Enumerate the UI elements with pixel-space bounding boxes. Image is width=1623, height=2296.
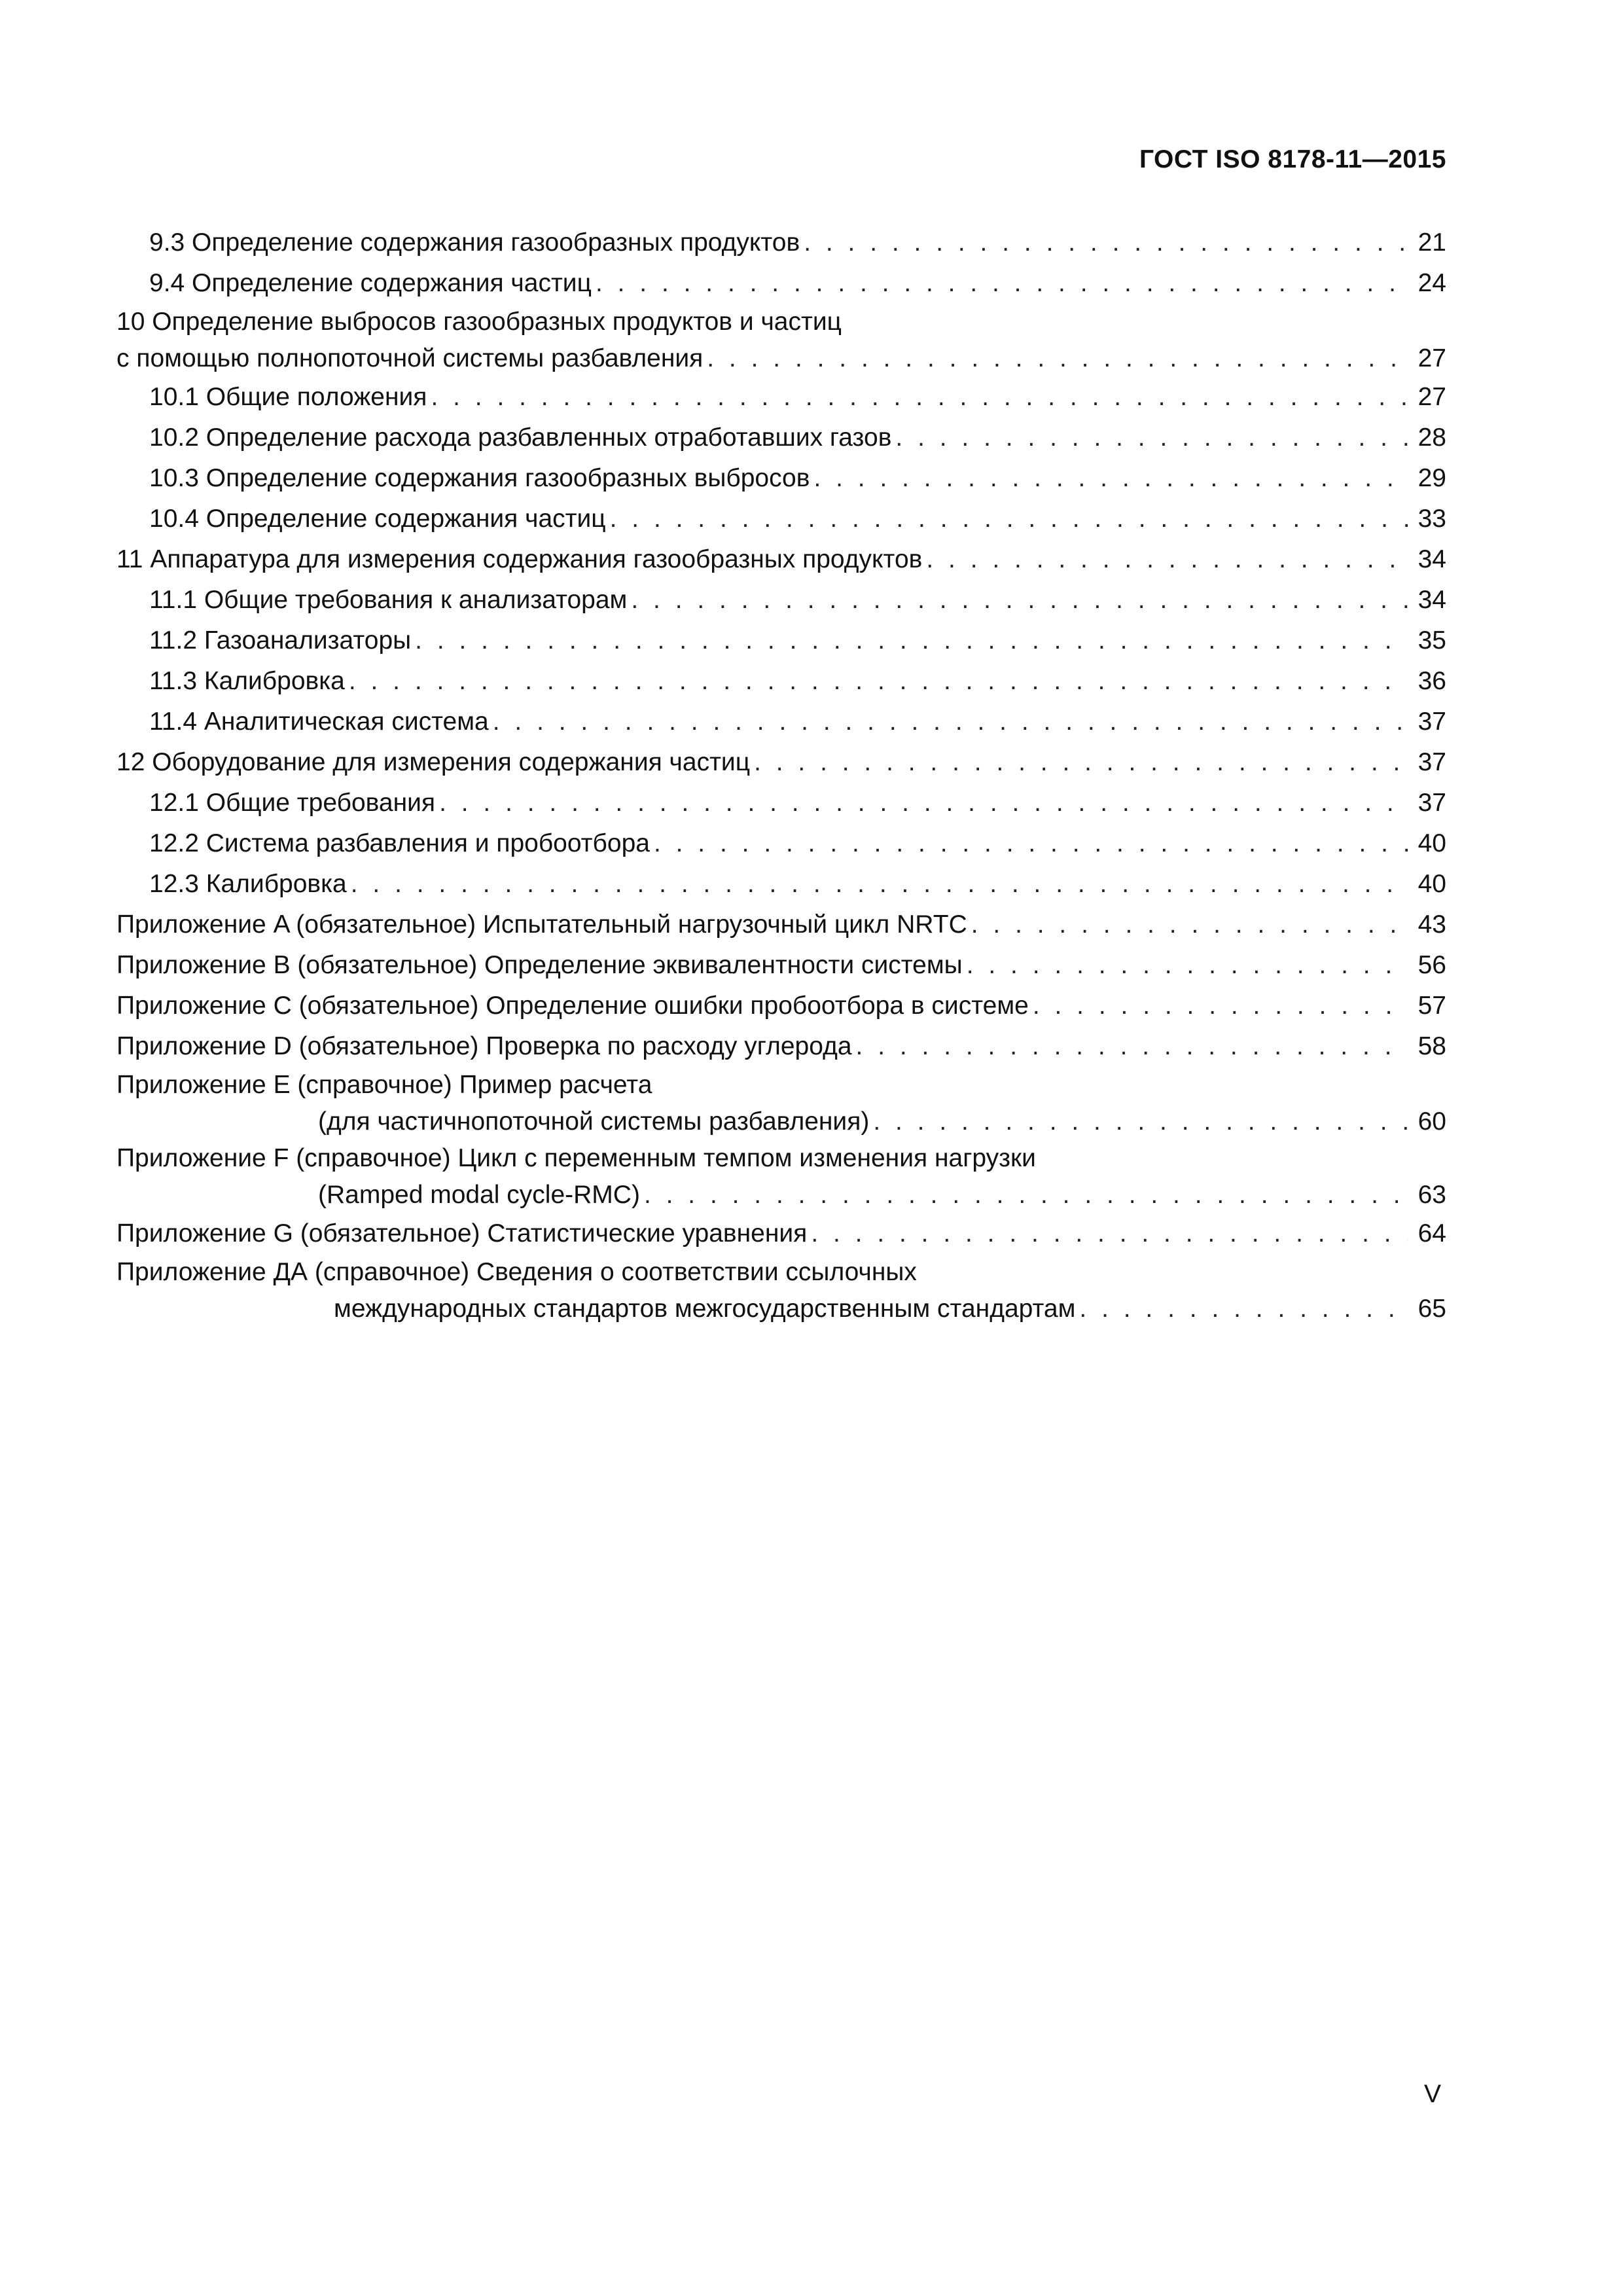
toc-entry-page: 27 (1418, 383, 1446, 411)
toc-entry-title: 11.1 Общие требования к анализаторам (149, 586, 628, 614)
toc-entry-page: 27 (1418, 344, 1446, 372)
toc-entry[interactable] (116, 377, 1446, 418)
dot-leader (813, 458, 1408, 499)
document-header-id: ГОСТ ISO 8178-11—2015 (1139, 145, 1446, 173)
toc-entry[interactable] (116, 1254, 1446, 1327)
toc-entry[interactable] (116, 823, 1446, 864)
toc-entry-title: 10.2 Определение расхода разбавленных отработавших газов (149, 423, 892, 452)
toc-entry[interactable] (116, 304, 1446, 377)
toc-entry[interactable] (116, 223, 1446, 263)
dot-leader (895, 418, 1408, 458)
toc-entry-page: 33 (1418, 505, 1446, 533)
dot-leader (415, 620, 1408, 661)
toc-entry-page: 21 (1418, 228, 1446, 257)
toc-entry[interactable] (116, 263, 1446, 304)
toc-entry-page: 40 (1418, 829, 1446, 857)
toc-entry[interactable] (116, 661, 1446, 702)
dot-leader (873, 1103, 1408, 1140)
page-number: V (1423, 2080, 1441, 2108)
toc-entry-title: Приложение G (обязательное) Статистические уравнения (116, 1219, 808, 1247)
toc-entry-title: (Ramped modal cycle-RMC) (318, 1181, 640, 1209)
toc-entry-page: 37 (1418, 789, 1446, 817)
toc-entry-title: Приложение A (обязательное) Испытательный нагрузочный цикл NRTC (116, 910, 967, 939)
toc-entry[interactable] (116, 458, 1446, 499)
toc-entry-page: 40 (1418, 870, 1446, 898)
dot-leader (610, 499, 1408, 539)
toc-entry-page: 36 (1418, 667, 1446, 695)
dot-leader (351, 864, 1408, 905)
toc-entry-page: 43 (1418, 910, 1446, 939)
toc-entry-title: 10.4 Определение содержания частиц (149, 505, 606, 533)
dot-leader (754, 742, 1408, 783)
toc-entry[interactable] (116, 986, 1446, 1026)
toc-entry[interactable] (116, 1140, 1446, 1213)
dot-leader (811, 1213, 1408, 1254)
toc-entry-title: Приложение F (справочное) Цикл с переменным темпом изменения нагрузки (116, 1144, 1036, 1172)
toc-entry[interactable] (116, 1067, 1446, 1140)
toc-entry[interactable] (116, 783, 1446, 823)
toc-entry-title: 11.4 Аналитическая система (149, 708, 489, 736)
toc-entry[interactable] (116, 864, 1446, 905)
toc-entry-title: 10 Определение выбросов газообразных продуктов и частиц (116, 308, 842, 336)
toc-entry-page: 60 (1418, 1107, 1446, 1136)
toc-entry[interactable] (116, 1026, 1446, 1067)
dot-leader (967, 945, 1408, 986)
dot-leader (1079, 1291, 1408, 1327)
toc-entry-title: (для частичнопоточной системы разбавления) (318, 1107, 870, 1136)
dot-leader (439, 783, 1408, 823)
toc-entry-page: 63 (1418, 1181, 1446, 1209)
toc-entry[interactable] (116, 742, 1446, 783)
toc-entry[interactable] (116, 499, 1446, 539)
toc-entry-page: 57 (1418, 992, 1446, 1020)
toc-entry-page: 37 (1418, 748, 1446, 776)
toc-entry-title: 12 Оборудование для измерения содержания частиц (116, 748, 751, 776)
toc-entry-title: 12.2 Система разбавления и пробоотбора (149, 829, 650, 857)
toc-entry[interactable] (116, 702, 1446, 742)
toc-entry[interactable] (116, 905, 1446, 945)
toc-entry-title: 9.4 Определение содержания частиц (149, 269, 592, 297)
dot-leader (707, 340, 1408, 377)
dot-leader (856, 1026, 1408, 1067)
toc-entry-page: 24 (1418, 269, 1446, 297)
toc-entry-title: Приложение ДА (справочное) Сведения о соответствии ссылочных (116, 1258, 917, 1286)
toc-entry-page: 64 (1418, 1219, 1446, 1247)
toc-entry-title: Приложение B (обязательное) Определение эквивалентности системы (116, 951, 963, 979)
dot-leader (493, 702, 1408, 742)
dot-leader (349, 661, 1408, 702)
toc-entry-title: 10.3 Определение содержания газообразных выбросов (149, 464, 810, 492)
toc-entry-title: с помощью полнопоточной системы разбавления (116, 344, 704, 372)
toc-entry-title: 11.3 Калибровка (149, 667, 345, 695)
toc-entry[interactable] (116, 620, 1446, 661)
dot-leader (654, 823, 1408, 864)
toc-entry-page: 29 (1418, 464, 1446, 492)
toc-entry-page: 34 (1418, 586, 1446, 614)
toc-entry-page: 58 (1418, 1032, 1446, 1060)
dot-leader (926, 539, 1408, 580)
toc-entry[interactable] (116, 580, 1446, 620)
table-of-contents (116, 223, 1446, 1327)
toc-entry-page: 28 (1418, 423, 1446, 452)
toc-entry[interactable] (116, 1213, 1446, 1254)
dot-leader (804, 223, 1408, 263)
toc-entry[interactable] (116, 945, 1446, 986)
dot-leader (644, 1177, 1408, 1213)
toc-entry-title: Приложение E (справочное) Пример расчета (116, 1071, 652, 1099)
toc-entry-title: 10.1 Общие положения (149, 383, 427, 411)
toc-entry-title: международных стандартов межгосударственным стандартам (334, 1295, 1076, 1323)
toc-entry-title: 9.3 Определение содержания газообразных продуктов (149, 228, 800, 257)
toc-entry-title: 11.2 Газоанализаторы (149, 626, 412, 655)
toc-entry-page: 56 (1418, 951, 1446, 979)
dot-leader (631, 580, 1408, 620)
toc-entry-page: 34 (1418, 545, 1446, 573)
toc-entry-title: Приложение D (обязательное) Проверка по расходу углерода (116, 1032, 852, 1060)
dot-leader (596, 263, 1408, 304)
toc-entry-page: 65 (1418, 1295, 1446, 1323)
toc-entry-page: 35 (1418, 626, 1446, 655)
toc-entry[interactable] (116, 539, 1446, 580)
toc-entry[interactable] (116, 418, 1446, 458)
toc-entry-title: Приложение C (обязательное) Определение ошибки пробоотбора в системе (116, 992, 1029, 1020)
toc-entry-title: 12.3 Калибровка (149, 870, 347, 898)
dot-leader (971, 905, 1408, 945)
dot-leader (1033, 986, 1408, 1026)
toc-entry-page: 37 (1418, 708, 1446, 736)
toc-entry-title: 11 Аппаратура для измерения содержания газообразных продуктов (116, 545, 923, 573)
dot-leader (431, 377, 1408, 418)
toc-entry-title: 12.1 Общие требования (149, 789, 436, 817)
